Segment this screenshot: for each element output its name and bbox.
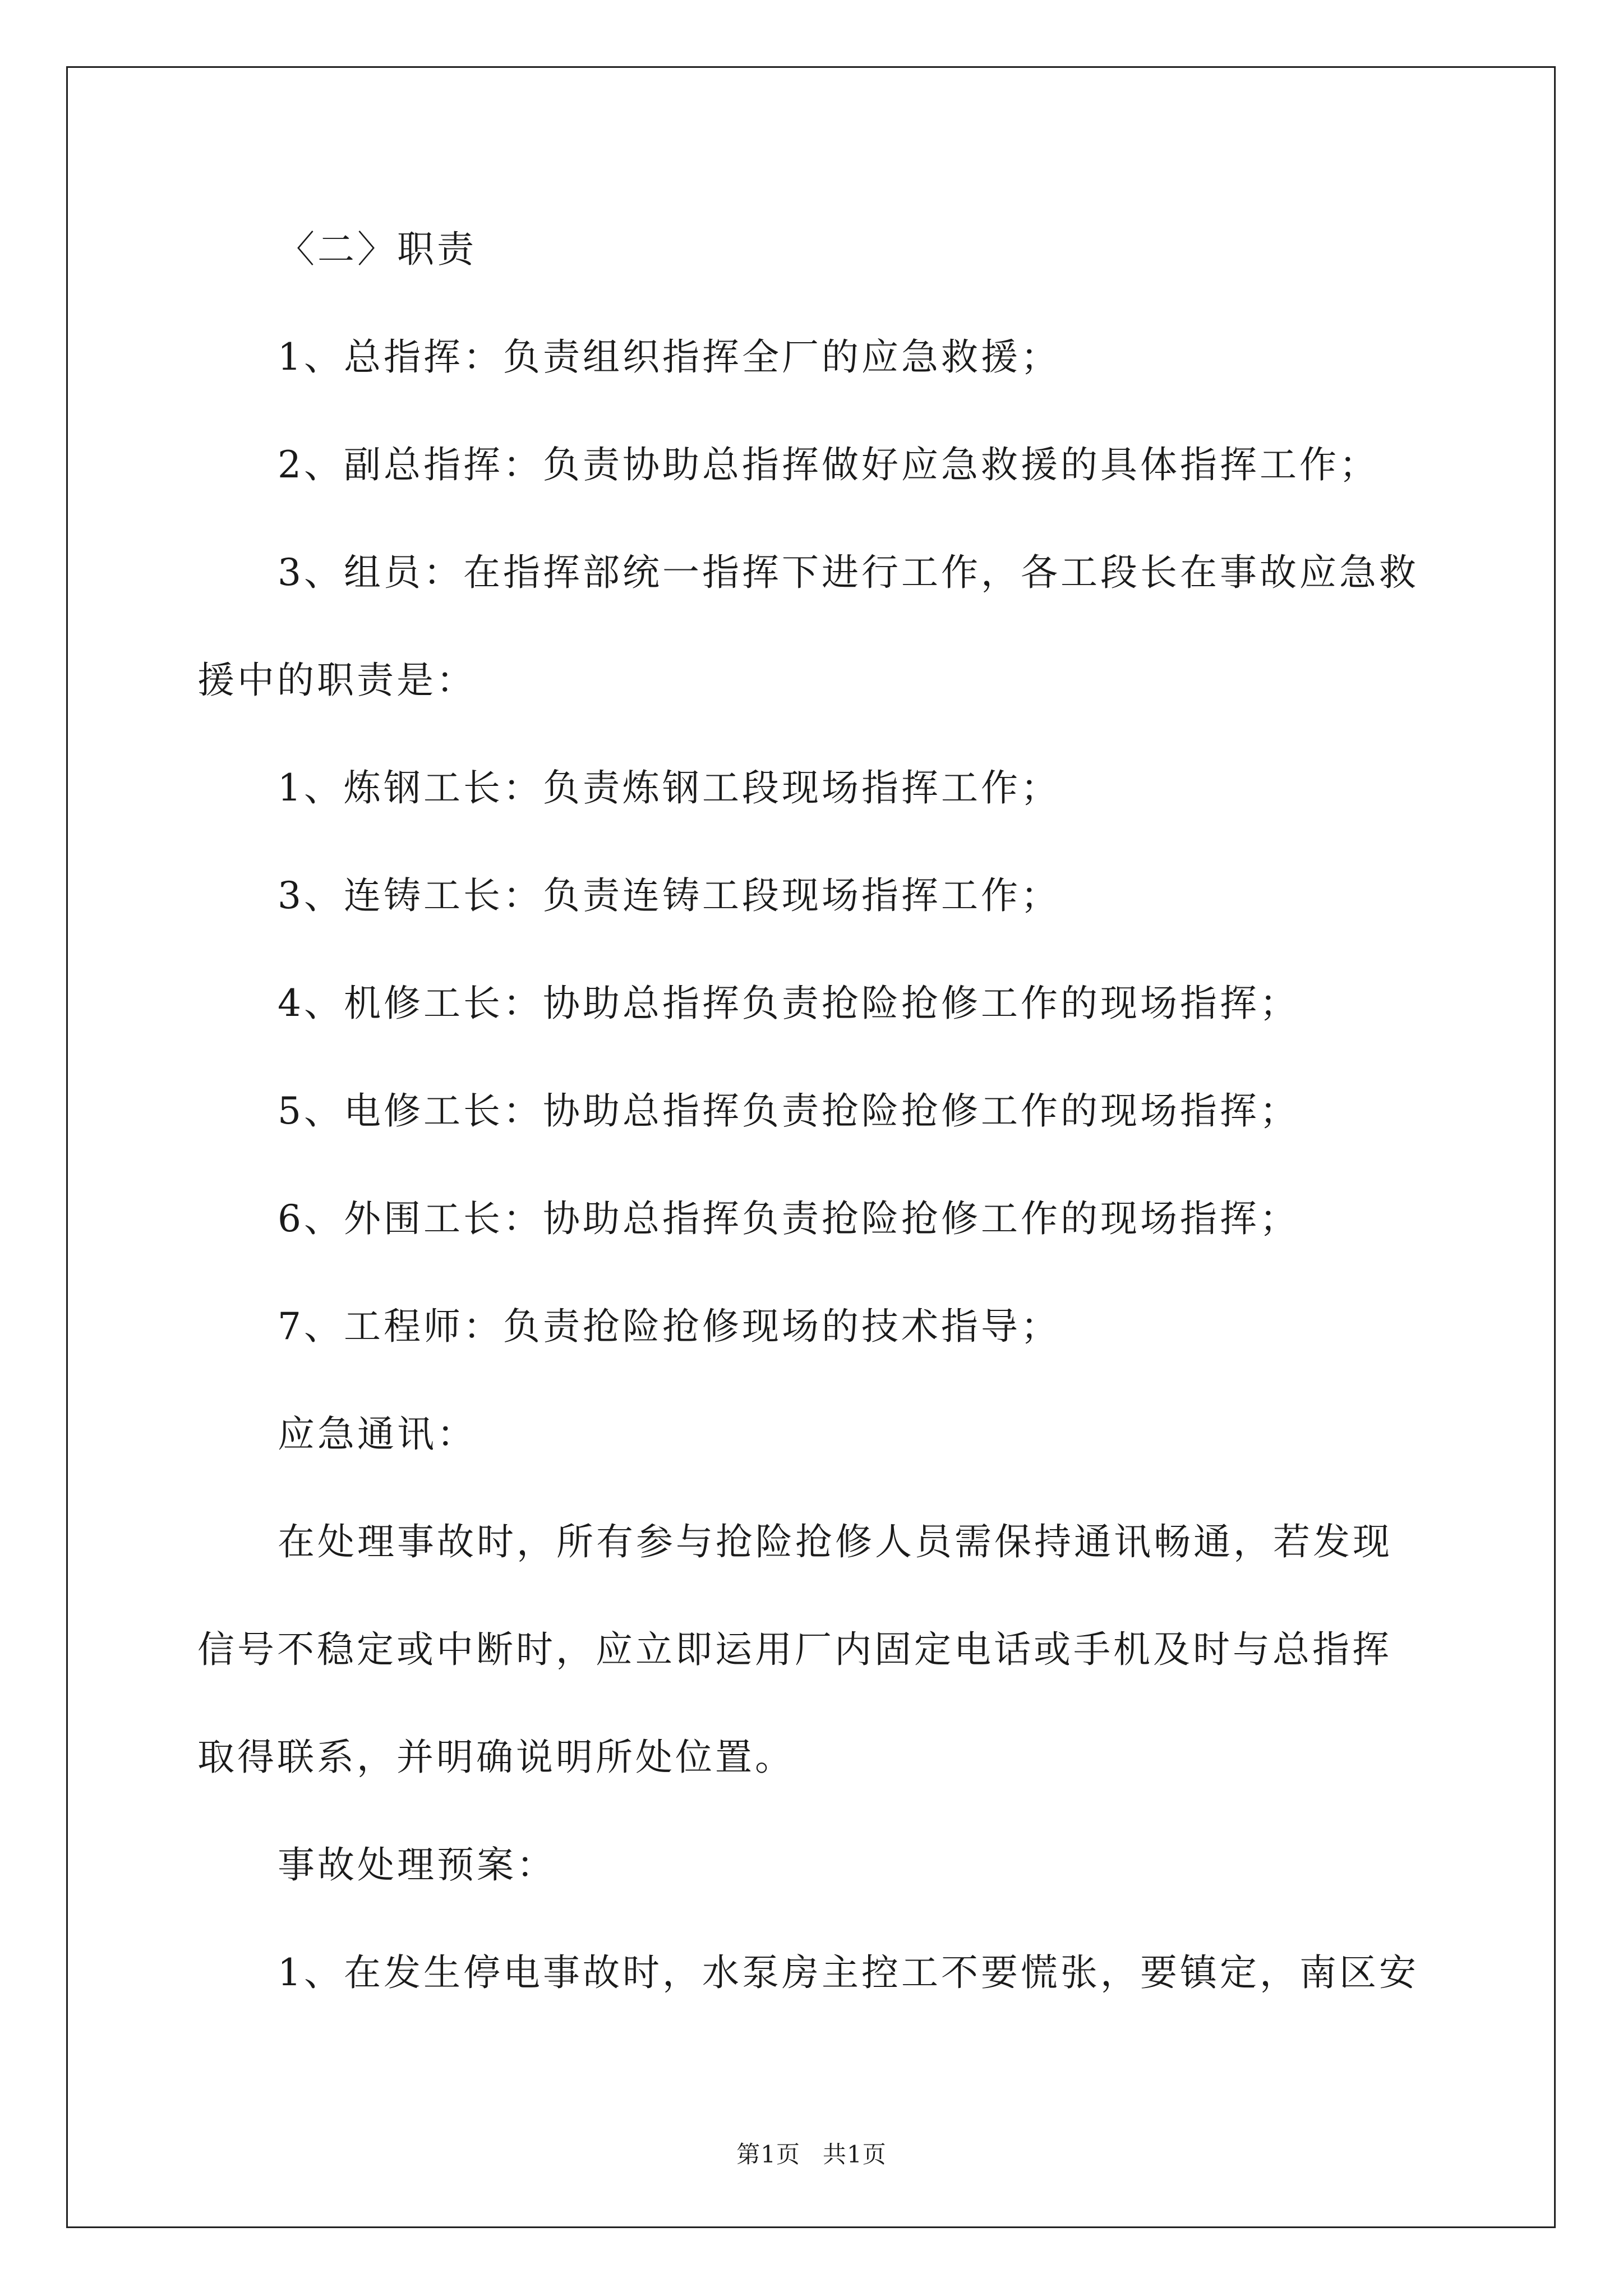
- section-heading: 应急通讯：: [278, 1412, 477, 1456]
- paragraph-line: 1、在发生停电事故时，水泵房主控工不要慌张，要镇定，南区安: [278, 1951, 1419, 1994]
- paragraph-line: 2、副总指挥：负责协助总指挥做好应急救援的具体指挥工作；: [278, 443, 1379, 486]
- paragraph-line: 3、连铸工长：负责连铸工段现场指挥工作；: [278, 874, 1061, 917]
- page-number-total: 共1页: [823, 2141, 887, 2168]
- paragraph-line: 信号不稳定或中断时，应立即运用厂内固定电话或手机及时与总指挥: [197, 1628, 1392, 1671]
- paragraph-line: 4、机修工长：协助总指挥负责抢险抢修工作的现场指挥；: [278, 982, 1299, 1025]
- page-border: [66, 66, 1556, 2228]
- paragraph-line: 援中的职责是：: [197, 659, 476, 702]
- page-footer: [0, 2140, 1623, 2169]
- paragraph-line: 6、外围工长：协助总指挥负责抢险抢修工作的现场指挥；: [278, 1197, 1299, 1240]
- paragraph-line: 取得联系，并明确说明所处位置。: [197, 1736, 795, 1779]
- page-number-current: 第1页: [736, 2141, 800, 2168]
- paragraph-line: 1、炼钢工长：负责炼钢工段现场指挥工作；: [278, 766, 1061, 809]
- section-heading: 〈二〉职责: [278, 228, 477, 271]
- paragraph-line: 在处理事故时，所有参与抢险抢修人员需保持通讯畅通，若发现: [278, 1520, 1393, 1563]
- paragraph-line: 5、电修工长：协助总指挥负责抢险抢修工作的现场指挥；: [278, 1089, 1299, 1133]
- paragraph-line: 1、总指挥：负责组织指挥全厂的应急救援；: [278, 335, 1061, 379]
- section-heading: 事故处理预案：: [278, 1843, 556, 1887]
- paragraph-line: 7、工程师：负责抢险抢修现场的技术指导；: [278, 1305, 1061, 1348]
- paragraph-line: 3、组员：在指挥部统一指挥下进行工作，各工段长在事故应急救: [278, 551, 1419, 594]
